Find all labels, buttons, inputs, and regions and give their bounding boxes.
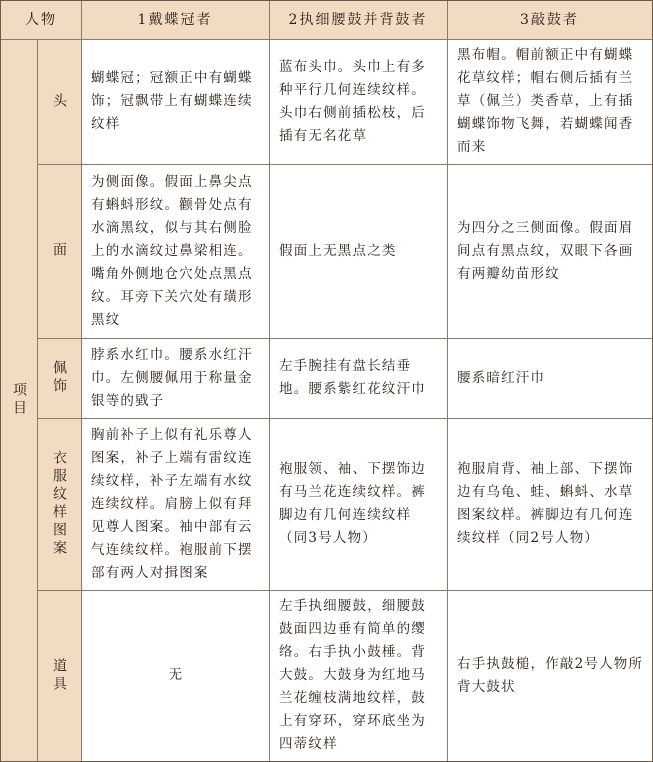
cell-face-1-text: 为侧面像。假面上鼻尖点有蝌蚪形纹。颧骨处点有水滴黑纹，似与其右侧脸上的水滴纹过鼻梁相连。嘴角外侧地仓穴处点黑点纹。耳旁下关穴处有璜形黑纹 — [91, 173, 253, 328]
cell-clothing-2-text: 袍服领、袖、下摆饰边有马兰花连续纹样。裤脚边有几何连续纹样（同3号人物） — [279, 461, 426, 546]
cell-head-3-text: 黑布帽。帽前额正中有蝴蝶花草纹样；帽右侧后插有兰草（佩兰）类香草，上有插蝴蝶饰物飞舞，若蝴蝶闻香而来 — [457, 47, 634, 155]
cell-props-1-text: 无 — [168, 667, 184, 683]
row-label-clothing-pattern-text: 衣服纹样图案 — [51, 450, 67, 558]
row-label-props-text: 道具 — [51, 657, 67, 694]
cell-accessory-2-text: 左手腕挂有盘长结垂地。腰系紫红花纹汗巾 — [279, 358, 426, 397]
cell-accessory-3-text: 腰系暗红汗巾 — [457, 369, 546, 386]
row-group-label-text: 项目 — [11, 382, 27, 418]
grid-line — [269, 1, 270, 761]
cell-props-2 — [269, 590, 447, 761]
cell-accessory-1 — [81, 338, 269, 418]
cell-face-2 — [269, 164, 447, 338]
cell-face-1 — [81, 164, 269, 338]
cell-head-3 — [447, 39, 652, 164]
grid-line — [81, 1, 82, 761]
cell-face-3 — [447, 164, 652, 338]
header-col-3-text: 3敲鼓者 — [520, 11, 579, 28]
cell-face-3-text: 为四分之三侧面像。假面眉间点有黑点纹，双眼下各画有两瓣幼苗形纹 — [457, 219, 634, 282]
grid-line — [37, 39, 38, 761]
grid-line — [37, 418, 652, 419]
grid-line — [37, 164, 652, 165]
header-col-2-text: 2执细腰鼓并背鼓者 — [288, 11, 428, 28]
cell-head-2 — [269, 39, 447, 164]
row-label-face-text: 面 — [51, 242, 67, 260]
cell-accessory-2 — [269, 338, 447, 418]
cell-clothing-1-text: 胸前补子上似有礼乐尊人图案，补子上端有雷纹连续纹样，补子左端有水纹连续纹样。肩膀上似有拜见尊人图案。袖中部有云气连续纹样。袍服前下摆部有两人对揖图案 — [91, 426, 253, 581]
cell-clothing-2 — [269, 418, 447, 590]
row-label-accessory — [37, 338, 81, 418]
cell-props-3-text: 右手执鼓槌，作敲2号人物所背大鼓状 — [457, 655, 644, 695]
cell-head-2-text: 蓝布头巾。头巾上有多种平行几何连续纹样。头巾右侧前插松枝，后插有无名花草 — [279, 58, 426, 144]
cell-clothing-3-text: 袍服肩背、袖上部、下摆饰边有乌龟、蛙、蝌蚪、水草图案纹样。裤脚边有几何连续纹样（同2号人物） — [457, 461, 634, 546]
cell-clothing-3 — [447, 418, 652, 590]
grid-line — [447, 1, 448, 761]
grid-line — [1, 39, 652, 40]
cell-props-2-text: 左手执细腰鼓，细腰鼓鼓面四边垂有简单的缨络。右手执小鼓棰。背大鼓。大鼓身为红地马兰花缠枝满地纹样，鼓上有穿环，穿环底坐为四蒂纹样 — [279, 598, 426, 752]
row-group-label — [1, 39, 37, 761]
row-label-accessory-text: 佩饰 — [51, 360, 67, 396]
grid-line — [37, 590, 652, 591]
header-col-1 — [81, 1, 269, 39]
header-person-text: 人物 — [25, 11, 57, 28]
cell-head-1 — [81, 39, 269, 164]
header-col-1-text: 1戴蝶冠者 — [137, 11, 213, 28]
cell-clothing-1 — [81, 418, 269, 590]
cell-props-3 — [447, 590, 652, 761]
row-label-face — [37, 164, 81, 338]
cell-head-1-text: 蝴蝶冠；冠额正中有蝴蝶饰；冠飘带上有蝴蝶连续纹样 — [91, 70, 253, 132]
cell-accessory-1-text: 脖系水红巾。腰系水红汗巾。左侧腰佩用于称量金银等的戥子 — [91, 346, 253, 409]
row-label-head-text: 头 — [51, 92, 67, 111]
row-label-props — [37, 590, 81, 761]
cell-accessory-3 — [447, 338, 652, 418]
header-col-3 — [447, 1, 652, 39]
row-label-clothing-pattern — [37, 418, 81, 590]
cell-face-2-text: 假面上无黑点之类 — [279, 242, 397, 259]
cell-props-1 — [81, 590, 269, 761]
grid-line — [37, 338, 652, 339]
row-label-head — [37, 39, 81, 164]
header-col-2 — [269, 1, 447, 39]
header-person — [1, 1, 81, 39]
